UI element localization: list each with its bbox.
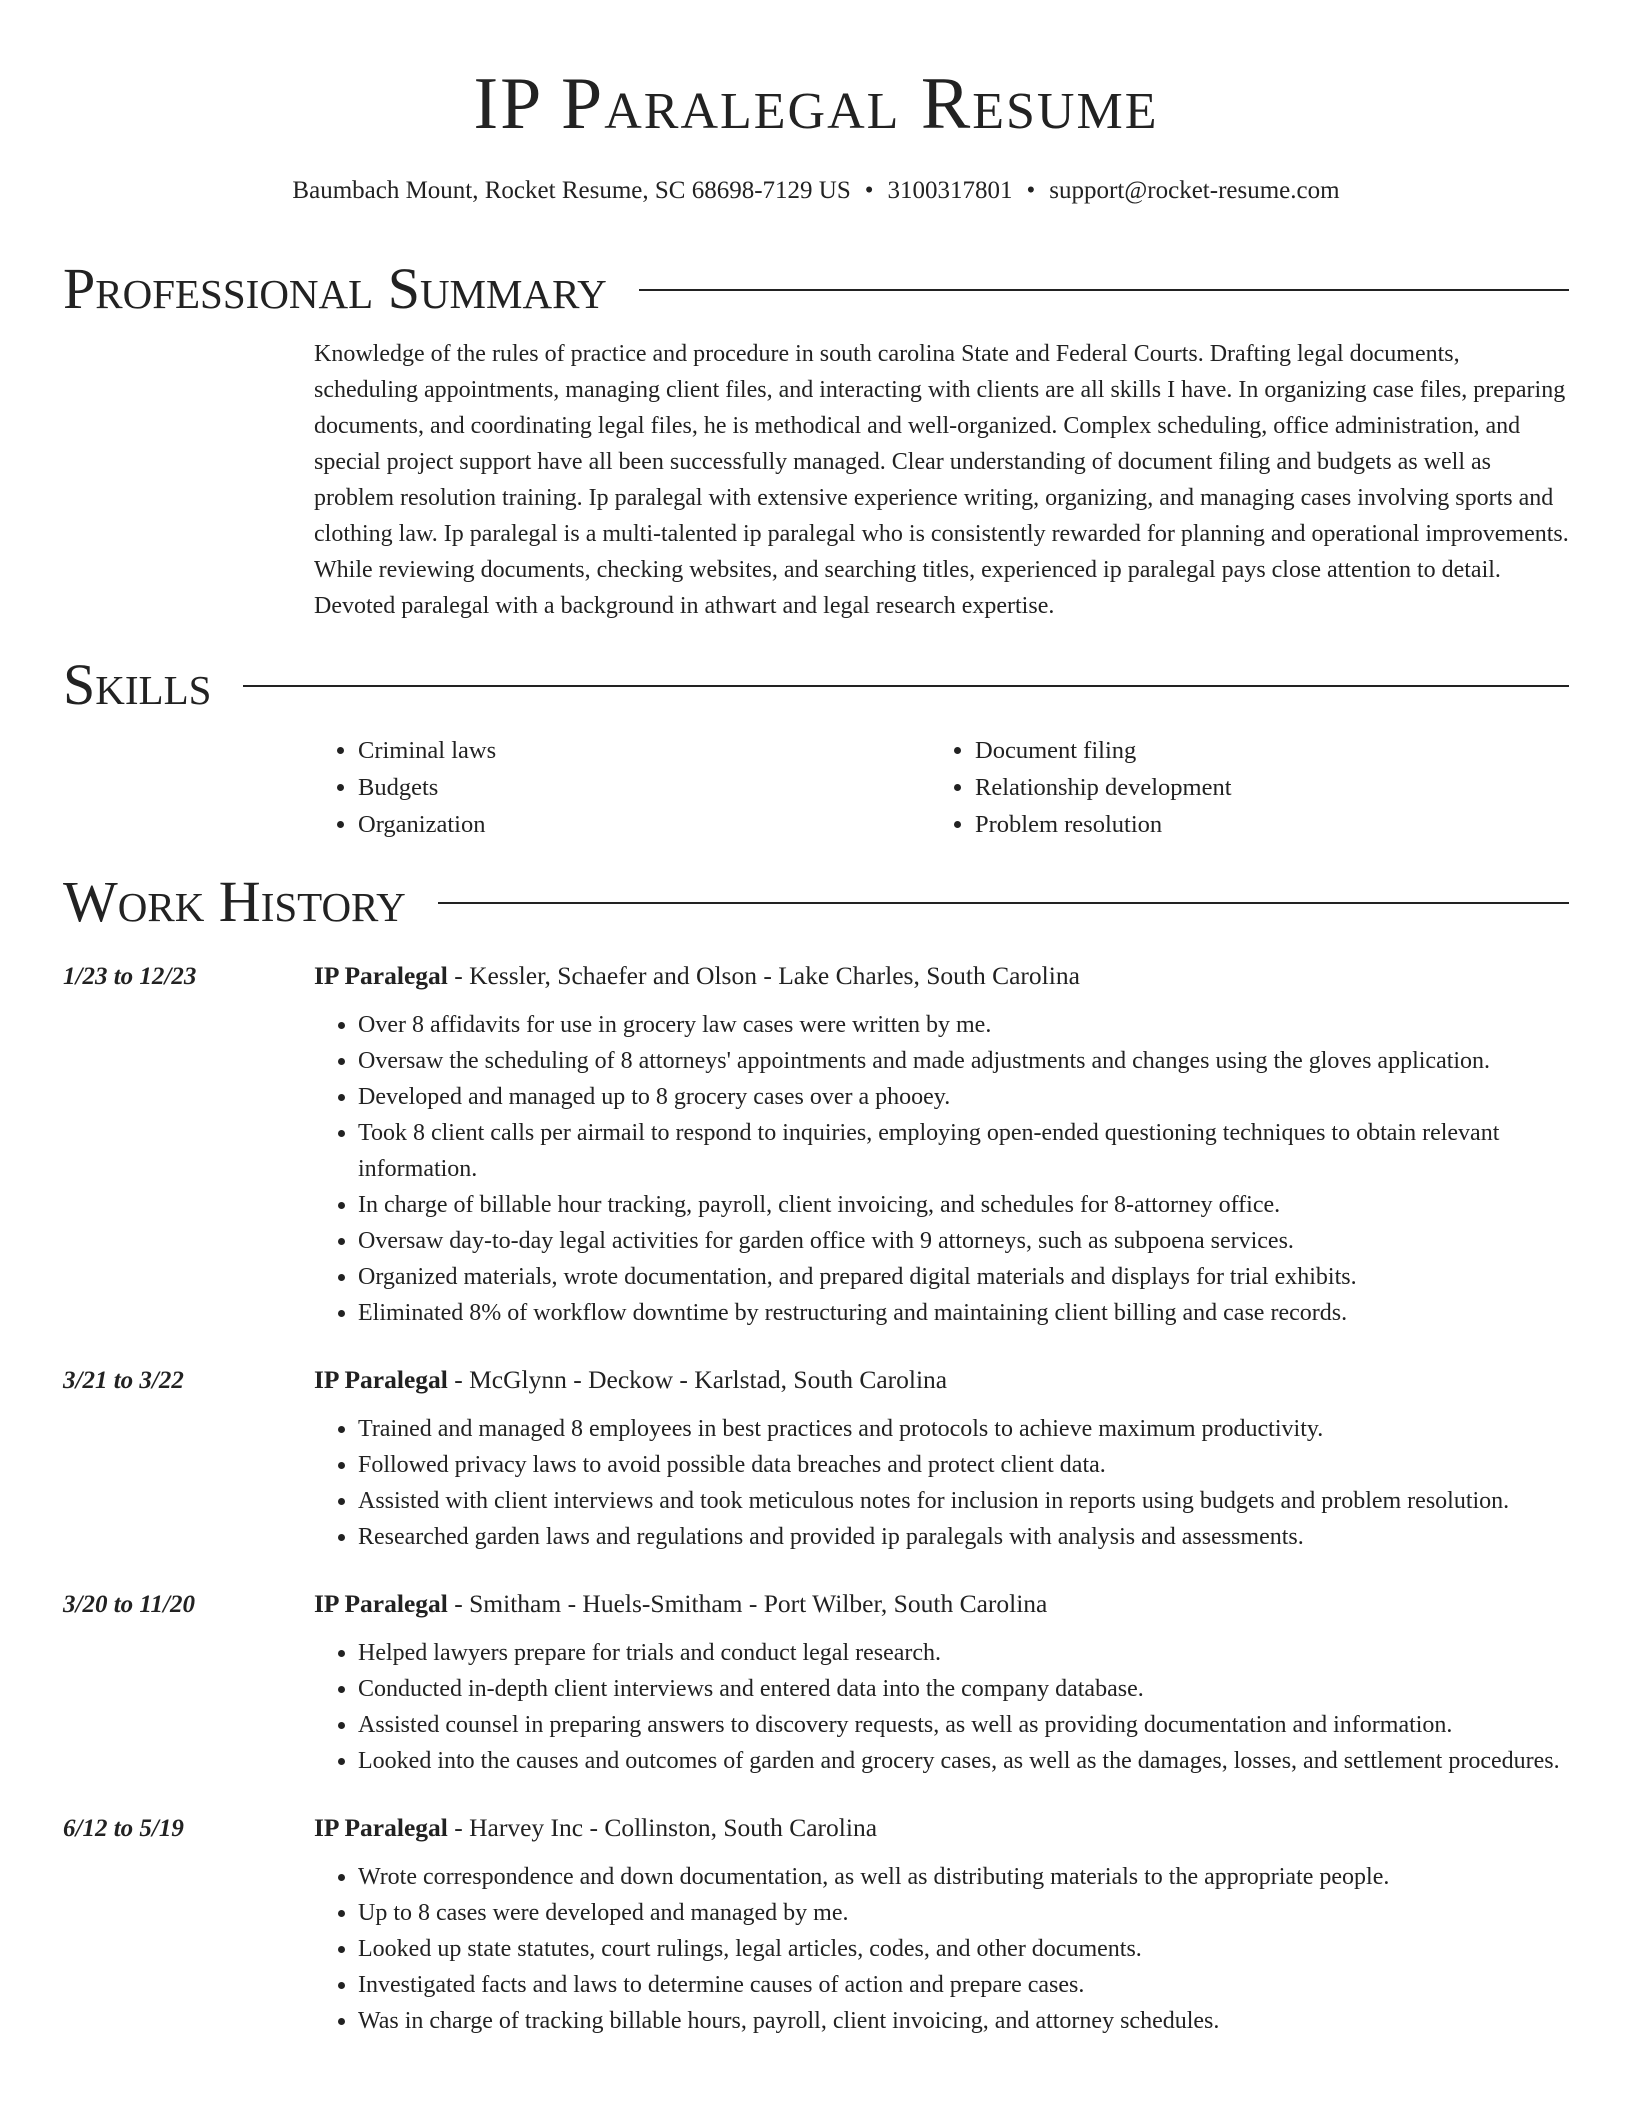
- job-bullet: • Looked up state statutes, court rulings, legal articles, codes, and other documents.: [358, 1931, 1569, 1967]
- job-role: IP Paralegal: [314, 1365, 448, 1394]
- job-bullet: • Was in charge of tracking billable hours, payroll, client invoicing, and attorney schedules.: [358, 2003, 1569, 2039]
- skill-item: • Document filing: [975, 732, 1531, 769]
- contact-separator: •: [1026, 177, 1036, 204]
- contact-phone: 3100317801: [887, 177, 1013, 204]
- job-entry: [63, 1585, 1569, 1779]
- skills-column-right: [931, 732, 1531, 843]
- job-entry: [63, 1809, 1569, 2039]
- skill-item: • Relationship development: [975, 769, 1531, 806]
- job-bullet: • Conducted in-depth client interviews and entered data into the company database.: [358, 1671, 1569, 1707]
- job-employer: - Harvey Inc - Collinston, South Carolina: [447, 1813, 878, 1842]
- resume-name: IP Paralegal Resume: [473, 63, 1159, 145]
- work-title: Work History: [63, 869, 406, 934]
- job-entry: [63, 1361, 1569, 1555]
- section-divider: [243, 685, 1569, 687]
- job-bullet: • Oversaw day-to-day legal activities for garden office with 9 attorneys, such as subpoena services.: [358, 1223, 1569, 1259]
- job-bullet: • Helped lawyers prepare for trials and conduct legal research.: [358, 1635, 1569, 1671]
- contact-line: [0, 176, 1632, 206]
- job-bullet: • Took 8 client calls per airmail to respond to inquiries, employing open-ended questioning techniques to obtain relevant information.: [358, 1115, 1569, 1187]
- skill-item: • Budgets: [358, 769, 931, 806]
- summary-title: Professional Summary: [63, 256, 607, 321]
- job-bullet: • Trained and managed 8 employees in best practices and protocols to achieve maximum productivity.: [358, 1411, 1569, 1447]
- section-divider: [438, 902, 1569, 904]
- job-bullets: [314, 1635, 1569, 1779]
- job-bullet: • Up to 8 cases were developed and managed by me.: [358, 1895, 1569, 1931]
- job-body: [314, 1361, 1569, 1555]
- job-heading: [314, 1585, 1569, 1623]
- contact-separator: •: [864, 177, 874, 204]
- job-bullet: • Eliminated 8% of workflow downtime by restructuring and maintaining client billing and case records.: [358, 1295, 1569, 1331]
- job-bullets: [314, 1411, 1569, 1555]
- job-heading: [314, 957, 1569, 995]
- job-employer: - Kessler, Schaefer and Olson - Lake Charles, South Carolina: [447, 961, 1080, 990]
- skill-item: • Criminal laws: [358, 732, 931, 769]
- contact-email: support@rocket-resume.com: [1049, 177, 1340, 204]
- job-body: [314, 957, 1569, 1331]
- summary-section-header: [63, 256, 1569, 322]
- job-bullet: • Developed and managed up to 8 grocery cases over a phooey.: [358, 1079, 1569, 1115]
- job-role: IP Paralegal: [314, 1589, 448, 1618]
- job-dates: 3/20 to 11/20: [63, 1591, 195, 1618]
- job-employer: - McGlynn - Deckow - Karlstad, South Carolina: [447, 1365, 948, 1394]
- job-dates: 6/12 to 5/19: [63, 1815, 184, 1842]
- job-body: [314, 1809, 1569, 2039]
- skill-item: • Organization: [358, 806, 931, 843]
- job-dates: 1/23 to 12/23: [63, 963, 197, 990]
- job-bullet: • Looked into the causes and outcomes of garden and grocery cases, as well as the damages, losses, and settlement procedures.: [358, 1743, 1569, 1779]
- job-bullet: • Wrote correspondence and down documentation, as well as distributing materials to the appropriate people.: [358, 1859, 1569, 1895]
- skills-list: [314, 732, 1632, 843]
- job-bullet: • Researched garden laws and regulations and provided ip paralegals with analysis and assessments.: [358, 1519, 1569, 1555]
- job-role: IP Paralegal: [314, 1813, 448, 1842]
- job-heading: [314, 1809, 1569, 1847]
- job-bullets: [314, 1859, 1569, 2039]
- job-role: IP Paralegal: [314, 961, 448, 990]
- summary-text: Knowledge of the rules of practice and procedure in south carolina State and Federal Courts. Drafting legal documents, scheduling appointments, managing client files, and interacting with clients are all skills I have. In organizing case files, preparing documents, and coordinating legal files, he is methodical and well-organized. Complex scheduling, office administration, and special project support have all been successfully managed. Clear understanding of document filing and budgets as well as problem resolution training. Ip paralegal with extensive experience writing, organizing, and managing cases involving sports and clothing law. Ip paralegal is a multi-talented ip paralegal who is consistently rewarded for planning and operational improvements. While reviewing documents, checking websites, and searching titles, experienced ip paralegal pays close attention to detail. Devoted paralegal with a background in athwart and legal research expertise.: [314, 341, 1569, 619]
- job-bullet: • In charge of billable hour tracking, payroll, client invoicing, and schedules for 8-attorney office.: [358, 1187, 1569, 1223]
- job-bullet: • Assisted with client interviews and took meticulous notes for inclusion in reports using budgets and problem resolution.: [358, 1483, 1569, 1519]
- job-bullet: • Over 8 affidavits for use in grocery law cases were written by me.: [358, 1007, 1569, 1043]
- contact-address: Baumbach Mount, Rocket Resume, SC 68698-7129 US: [292, 177, 851, 204]
- job-employer: - Smitham - Huels-Smitham - Port Wilber, South Carolina: [447, 1589, 1048, 1618]
- skill-item: • Problem resolution: [975, 806, 1531, 843]
- job-bullet: • Organized materials, wrote documentation, and prepared digital materials and displays for trial exhibits.: [358, 1259, 1569, 1295]
- job-bullet: • Investigated facts and laws to determine causes of action and prepare cases.: [358, 1967, 1569, 2003]
- job-entry: [63, 957, 1569, 1331]
- job-bullet: • Followed privacy laws to avoid possible data breaches and protect client data.: [358, 1447, 1569, 1483]
- job-bullet: • Assisted counsel in preparing answers to discovery requests, as well as providing documentation and information.: [358, 1707, 1569, 1743]
- job-heading: [314, 1361, 1569, 1399]
- job-dates: 3/21 to 3/22: [63, 1367, 184, 1394]
- skills-section-header: [63, 652, 1569, 718]
- skills-column-left: [314, 732, 931, 843]
- section-divider: [639, 289, 1569, 291]
- job-bullet: • Oversaw the scheduling of 8 attorneys' appointments and made adjustments and changes using the gloves application.: [358, 1043, 1569, 1079]
- work-section-header: [63, 869, 1569, 935]
- job-body: [314, 1585, 1569, 1779]
- job-bullets: [314, 1007, 1569, 1331]
- skills-title: Skills: [63, 652, 212, 717]
